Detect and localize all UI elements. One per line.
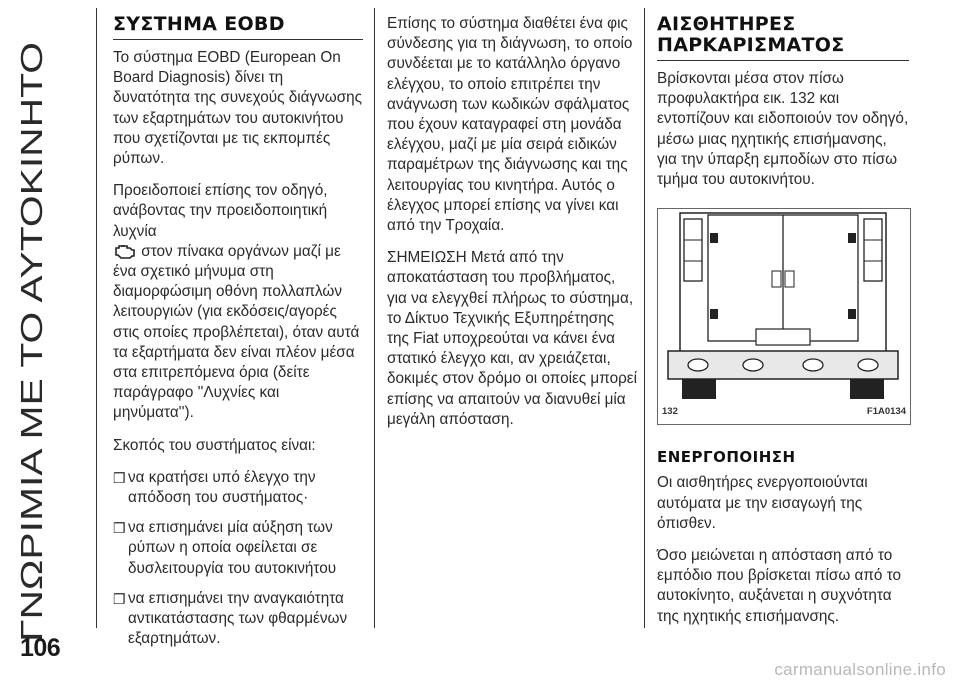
- column-parking-sensors: [657, 14, 909, 639]
- van-rear-illustration: [658, 209, 908, 403]
- list-item-text: να κρατήσει υπό έλεγχο την απόδοση του συστήματος·: [128, 468, 316, 507]
- heading-line-1: ΑΙΣΘΗΤΗΡΕΣ: [657, 13, 796, 35]
- figure-caption: [662, 402, 906, 422]
- list-item-text: να επισημάνει μία αύξηση των ρύπων η οποία οφείλεται σε δυσλειτουργία του αυτοκινήτου: [128, 519, 337, 577]
- checkbox-bullet-icon: ❒: [113, 469, 126, 486]
- watermark: carmanualsonline.info: [774, 660, 946, 679]
- side-title-text: ΓΝΩΡΙΜΙΑ ΜΕ ΤΟ ΑΥΤΟΚΙΝΗΤΟ: [14, 186, 49, 642]
- activation-paragraph-1: Οι αισθητήρες ενεργοποιούνται αυτόματα με την εισαγωγή της όπισθεν.: [657, 474, 868, 532]
- checkbox-bullet-icon: ❒: [113, 520, 126, 537]
- column-eobd: [113, 14, 363, 659]
- column-diagnosis: [387, 14, 637, 442]
- figure-code: F1A0134: [866, 406, 906, 418]
- heading-activation: ΕΝΕΡΓΟΠΟΙΗΣΗ: [657, 448, 796, 467]
- note-paragraph: ΣΗΜΕΙΩΣΗ Μετά από την αποκατάσταση του προβλήματος, για να ελεγχθεί πλήρως το σύστημα, το Δίκτυο Τεχνικής Εξυπηρέτησης της Fiat υποχρεούται να κάνει ένα στατικό έλεγχο και, αν χρειάζεται, δοκιμές στον δρόμο οι οποίες μπορεί επίσης να απαιτούν να διανυθεί μία μεγάλη απόσταση.: [387, 249, 638, 428]
- engine-check-icon: [113, 243, 137, 259]
- eobd-warning-paragraph: [113, 181, 363, 423]
- heading-parking-sensors: [657, 14, 909, 61]
- diagnosis-paragraph: Επίσης το σύστημα διαθέτει ένα φις σύνδεσης για τη διάγνωση, το οποίο συνδέεται με το κατάλληλο όργανο ελέγχου, το οποίο επιτρέπει την ανάγνωση των κωδικών σφάλματος που έχουν καταγραφεί στη μονάδα ελέγχου, μαζί με μία σειρά ειδικών παραμέτρων της διάγνωσης και της λειτουργίας του κινητήρα. Αυτός ο έλεγχος μπορεί επίσης να γίνει και από την Τροχαία.: [387, 15, 633, 235]
- activation-paragraph-2: Όσο μειώνεται η απόσταση από το εμπόδιο που βρίσκεται πίσω από το αυτοκίνητο, αυξάνεται η συχνότητα της ηχητικής επισήμανσης.: [657, 547, 902, 625]
- list-item-text: να επισημάνει την αναγκαιότητα αντικατάστασης των φθαρμένων εξαρτημάτων.: [128, 589, 348, 648]
- activation-section: [657, 447, 909, 627]
- divider-left: [96, 8, 97, 628]
- heading-line-2: ΠΑΡΚΑΡΙΣΜΑΤΟΣ: [657, 34, 845, 56]
- eobd-warning-text-b: στον πίνακα οργάνων μαζί με ένα σχετικό μήνυμα στη διαμορφώσιμη οθόνη πολλαπλών λειτουργιών (για εκδόσεις/αγορές στις οποίες προβλέπεται), όταν αυτά τα εξαρτήματα δεν είναι πλέον μέσα στα επιτρεπόμενα όρια (δείτε παράγραφο ''Λυχνίες και μηνύματα'').: [113, 242, 360, 422]
- list-item: [113, 589, 363, 650]
- sensors-intro: Βρίσκονται μέσα στον πίσω προφυλακτήρα εικ. 132 και εντοπίζουν και ειδοποιούν τον οδηγό, μέσω μιας ηχητικής επισήμανσης, για την ύπαρξη εμποδίων στο πίσω τμήμα του αυτοκινήτου.: [657, 70, 909, 189]
- checkbox-bullet-icon: ❒: [113, 590, 126, 607]
- divider-right: [644, 8, 645, 628]
- heading-eobd: ΣΥΣΤΗΜΑ EOBD: [113, 14, 363, 40]
- page-number: 106: [20, 634, 61, 662]
- list-item: [113, 518, 363, 579]
- eobd-warning-text-a: Προειδοποιεί επίσης τον οδηγό, ανάβοντας την προειδοποιητική λυχνία: [113, 182, 328, 240]
- side-section-title: [10, 22, 54, 662]
- list-item: [113, 468, 363, 508]
- figure-rear-bumper: [657, 208, 911, 425]
- eobd-intro: Το σύστημα EOBD (European On Board Diagnosis) δίνει τη δυνατότητα της συνεχούς διάγνωσης των εξαρτημάτων του αυτοκινήτου που σχετίζονται με τις εκπομπές ρύπων.: [113, 49, 363, 168]
- figure-number: 132: [662, 406, 678, 418]
- eobd-purpose: Σκοπός του συστήματος είναι:: [113, 436, 316, 454]
- divider-middle: [374, 8, 375, 628]
